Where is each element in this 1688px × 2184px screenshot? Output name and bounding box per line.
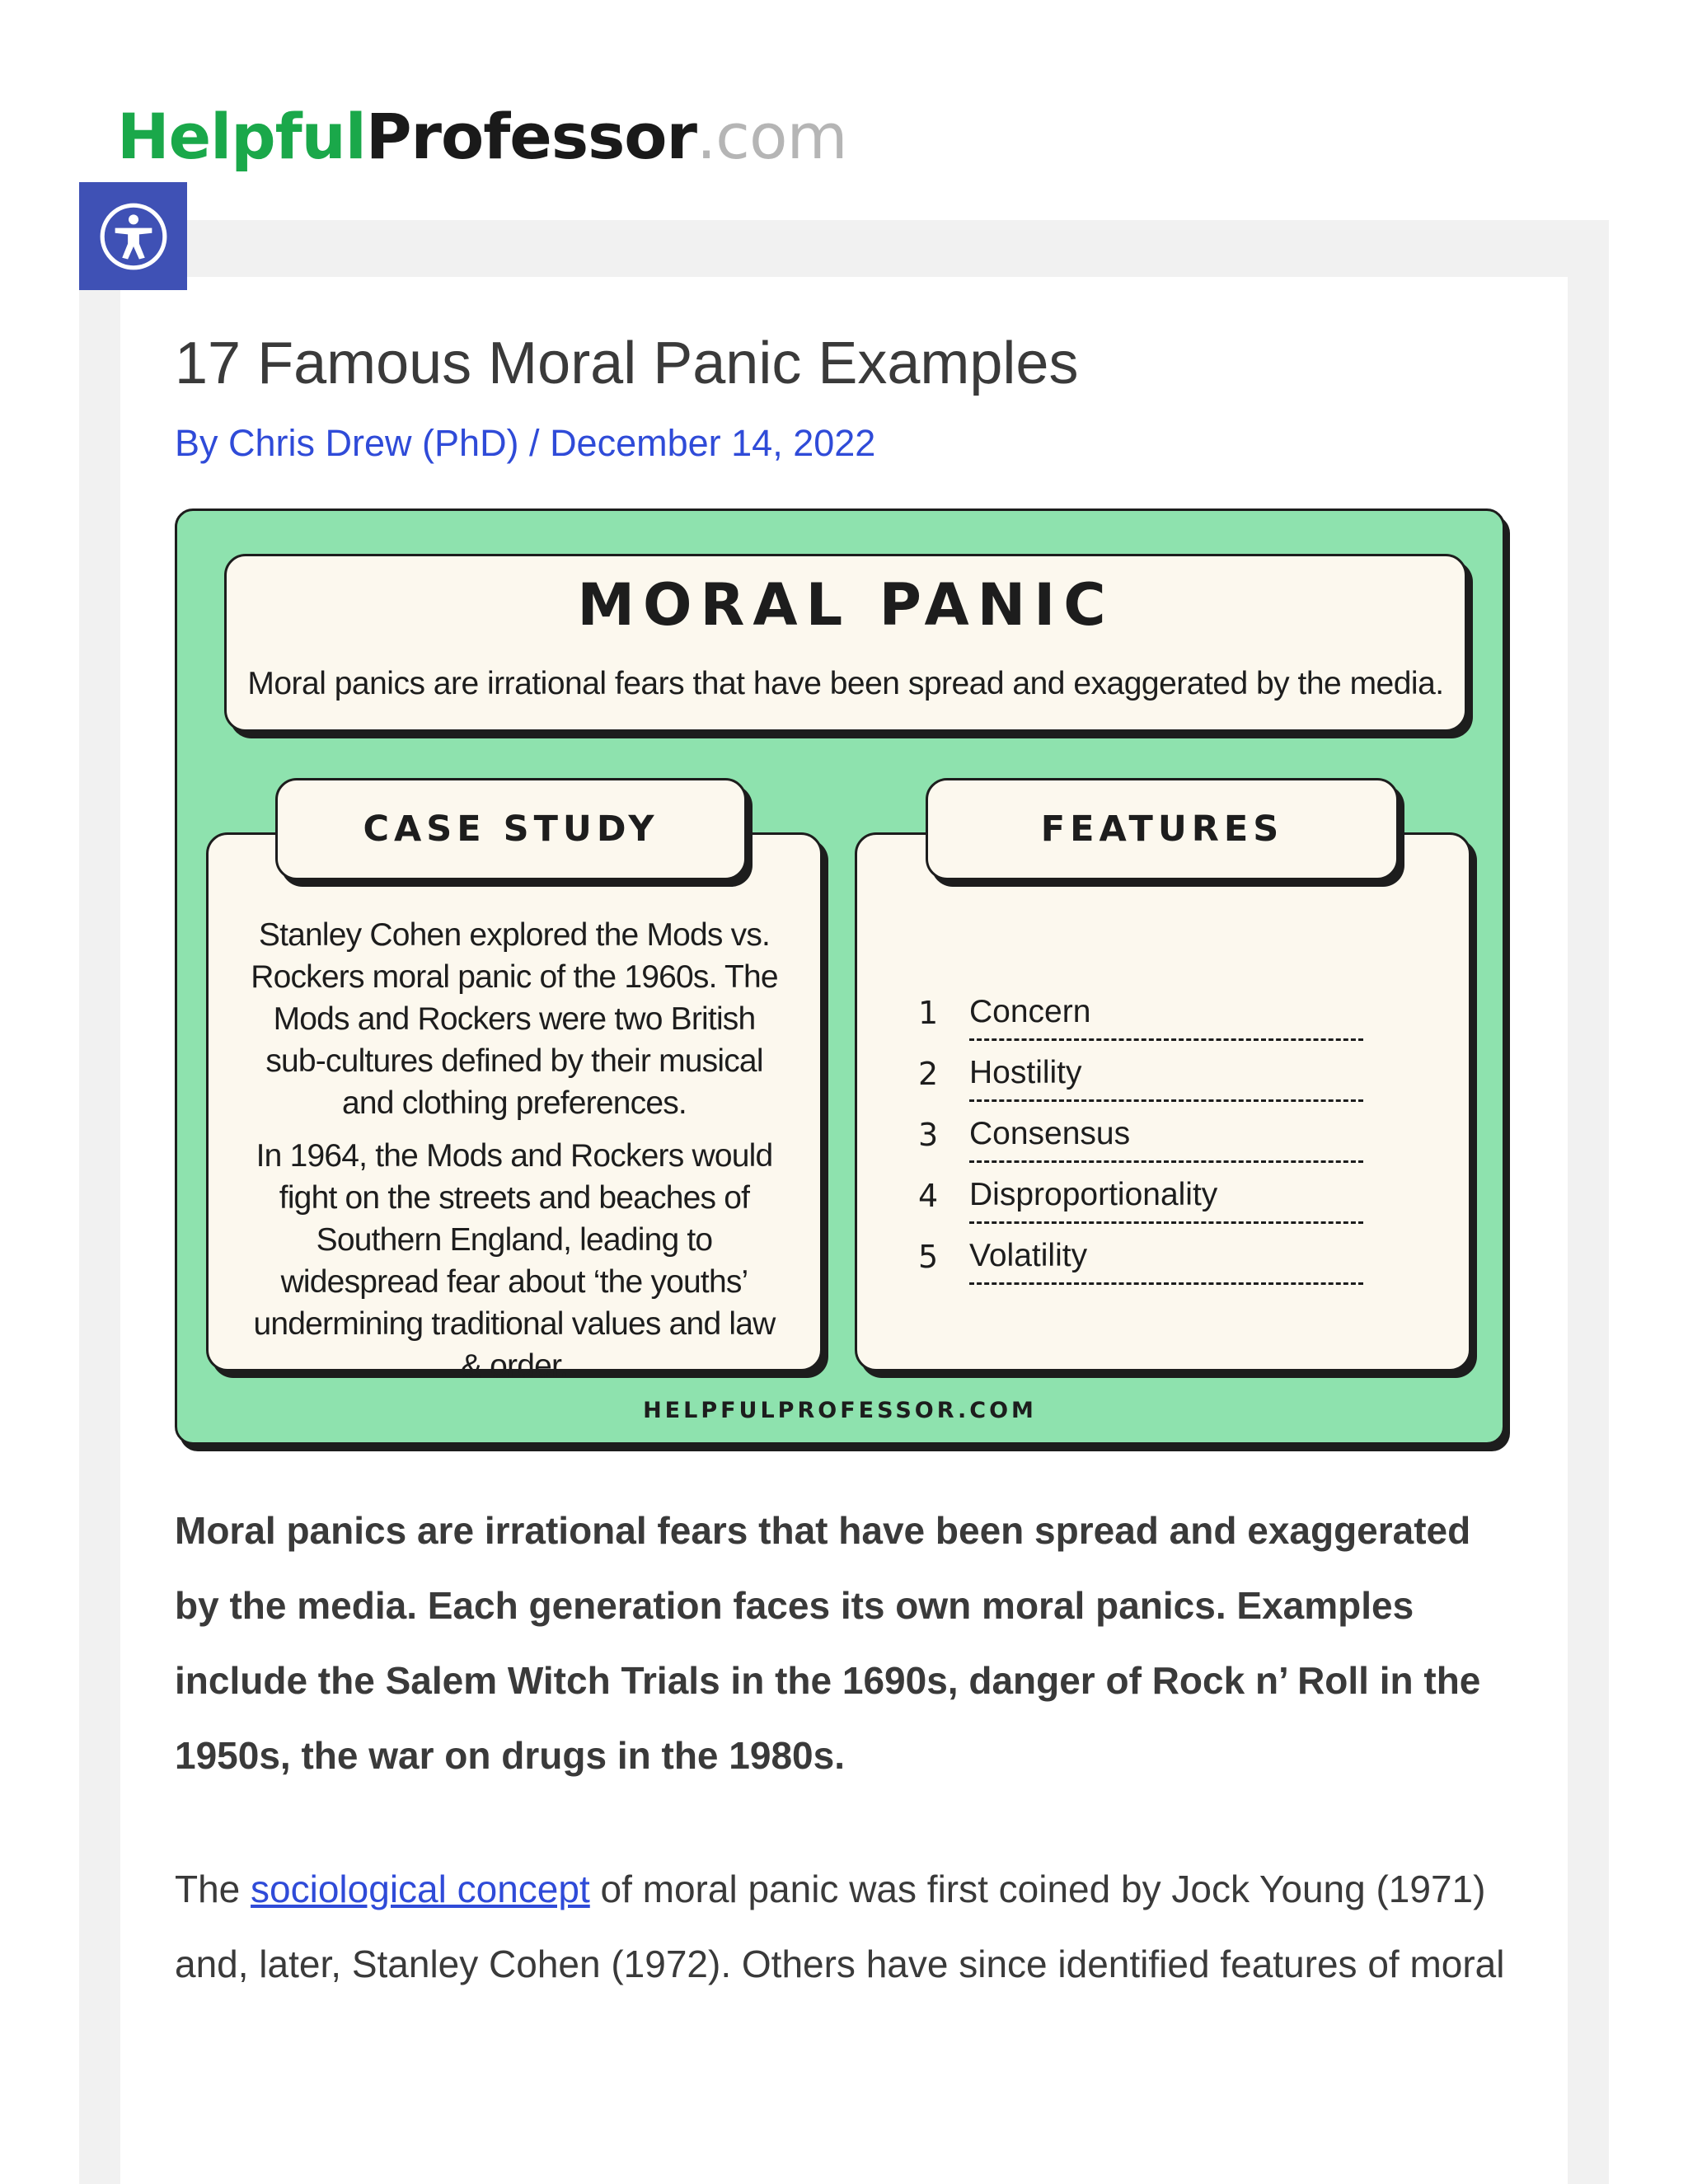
accessibility-icon — [98, 201, 169, 272]
feature-label: Consensus — [969, 1116, 1363, 1163]
features-list — [918, 980, 1363, 1285]
definition-card — [224, 554, 1467, 732]
logo-text-helpful: Helpful — [117, 100, 366, 173]
infographic-title: MORAL PANIC — [577, 571, 1114, 639]
article-paragraph — [175, 1852, 1510, 2002]
feature-item — [918, 980, 1363, 1041]
meta-separator: / — [518, 422, 551, 464]
moral-panic-infographic — [175, 509, 1505, 1445]
feature-item — [918, 1041, 1363, 1102]
case-study-paragraph-2: In 1964, the Mods and Rockers would fight on the streets and beaches of Southern England, leading to widespread fear about ‘the youths’ undermining traditional values and law & order. — [253, 1138, 776, 1384]
feature-label: Volatility — [969, 1238, 1363, 1285]
post-date[interactable]: December 14, 2022 — [550, 422, 876, 464]
infographic-subtitle: Moral panics are irrational fears that have been spread and exaggerated by the media. — [247, 666, 1444, 701]
accessibility-button[interactable] — [79, 182, 187, 290]
logo-text-com: .com — [696, 100, 847, 173]
site-logo[interactable] — [117, 100, 847, 173]
case-study-paragraph-1: Stanley Cohen explored the Mods vs. Rockers moral panic of the 1960s. The Mods and Rockers were two British sub-cultures defined by their musical and clothing preferences. — [251, 917, 778, 1121]
feature-number: 2 — [918, 1056, 939, 1092]
feature-number: 1 — [918, 995, 939, 1031]
article-lead: Moral panics are irrational fears that have been spread and exaggerated by the media. Each generation faces its own moral panics. Examples include the Salem Witch Trials in the 1690s, danger of Rock n’ Roll in the 1950s, the war on drugs in the 1980s. — [175, 1509, 1481, 1777]
paragraph-text-before-link: The — [175, 1868, 251, 1910]
feature-item — [918, 1163, 1363, 1224]
feature-label: Disproportionality — [969, 1177, 1363, 1224]
author-link[interactable]: By Chris Drew (PhD) — [175, 422, 519, 464]
feature-item — [918, 1102, 1363, 1163]
features-card — [855, 832, 1471, 1371]
case-study-heading: CASE STUDY — [275, 778, 747, 880]
feature-label: Hostility — [969, 1055, 1363, 1102]
feature-number: 5 — [918, 1239, 939, 1275]
feature-item — [918, 1224, 1363, 1285]
feature-label: Concern — [969, 994, 1363, 1041]
article-meta — [175, 422, 875, 465]
sociological-concept-link[interactable]: sociological concept — [251, 1868, 590, 1910]
logo-text-professor: Professor — [365, 100, 696, 173]
infographic-footer: HELPFULPROFESSOR.COM — [643, 1398, 1037, 1423]
features-heading: FEATURES — [926, 778, 1399, 880]
case-study-card — [206, 832, 823, 1384]
article-title: 17 Famous Moral Panic Examples — [175, 330, 1079, 396]
paragraph-text-after-link: of moral panic was first coined by Jock Young (1971) and, later, Stanley Cohen (1972). Others have since identified features of moral — [175, 1868, 1505, 1985]
feature-number: 3 — [918, 1117, 939, 1153]
feature-number: 4 — [918, 1178, 939, 1214]
